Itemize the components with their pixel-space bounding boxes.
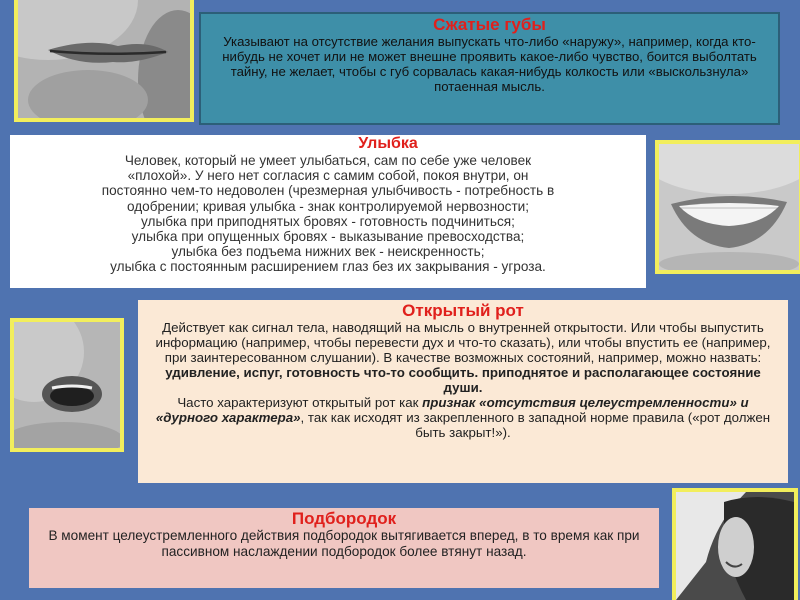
- smile-line: одобрении; кривая улыбка - знак контролируемой нервозности;: [126, 198, 530, 214]
- open-mouth-rest: , так как исходят из закрепленного в западной норме правила («рот должен быть закрыт!»).: [300, 410, 771, 440]
- smile-line: улыбка с постоянным расширением глаз без их закрывания - угроза.: [110, 259, 546, 275]
- smile-box: [10, 135, 646, 288]
- chin-text: В момент целеустремленного действия подбородок вытягивается вперед, в то время как при пассивном наслаждении подбородок более втянут назад.: [48, 528, 640, 559]
- pressed-lips-text: Указывают на отсутствие желания выпускать что-либо «наружу», например, когда кто-нибудь не хочет или не может внешне проявить какое-либо чувство, боится выболтать тайну, не желает, чтобы с губ сорвалась какая-нибудь колкость или «выскользнула» потаенная мысль.: [222, 34, 757, 94]
- open-mouth-photo: [10, 318, 124, 452]
- chin-photo: [672, 488, 798, 600]
- smile-line: улыбка без подъема нижних век - неискренность;: [171, 244, 485, 260]
- chin-title: Подбородок: [291, 509, 397, 528]
- pressed-lips-photo: [14, 0, 194, 122]
- open-mouth-title: Открытый рот: [402, 301, 524, 320]
- chin-box: [29, 508, 659, 588]
- open-mouth-often: Часто характеризуют открытый рот как: [177, 395, 419, 410]
- open-mouth-box: [138, 300, 788, 483]
- smile-line: Человек, который не умеет улыбаться, сам по себе уже человек: [124, 153, 532, 168]
- pressed-lips-title: Сжатые губы: [433, 15, 546, 34]
- smile-photo: [655, 140, 800, 274]
- open-mouth-emphasis: признак «отсутствия целеустремленности» и «дурного характера»: [155, 395, 749, 425]
- open-mouth-characterization: [148, 395, 778, 440]
- smile-title: Улыбка: [358, 135, 418, 152]
- pressed-lips-box: [199, 12, 780, 125]
- open-mouth-intro: Действует как сигнал тела, наводящий на мысль о внутренней открытости. Или чтобы выпустить информацию (например, чтобы перевести дух и что-то сказать), или чтобы впустить ее (например, при заинтересованном слушании). В качестве возможных состояний, например, можно назвать:: [155, 320, 771, 365]
- smile-line: улыбка при опущенных бровях - выказывание превосходства;: [131, 229, 525, 245]
- smile-line: «плохой». У него нет согласия с самим собой, покоя внутри, он: [127, 168, 529, 184]
- smile-line: постоянно чем-то недоволен (чрезмерная улыбчивость - потребность в: [101, 183, 555, 199]
- smile-line: улыбка при приподнятых бровях - готовность подчиниться;: [141, 213, 515, 229]
- open-mouth-states: удивление, испуг, готовность что-то сообщить. приподнятое и располагающее состояние души.: [165, 365, 761, 395]
